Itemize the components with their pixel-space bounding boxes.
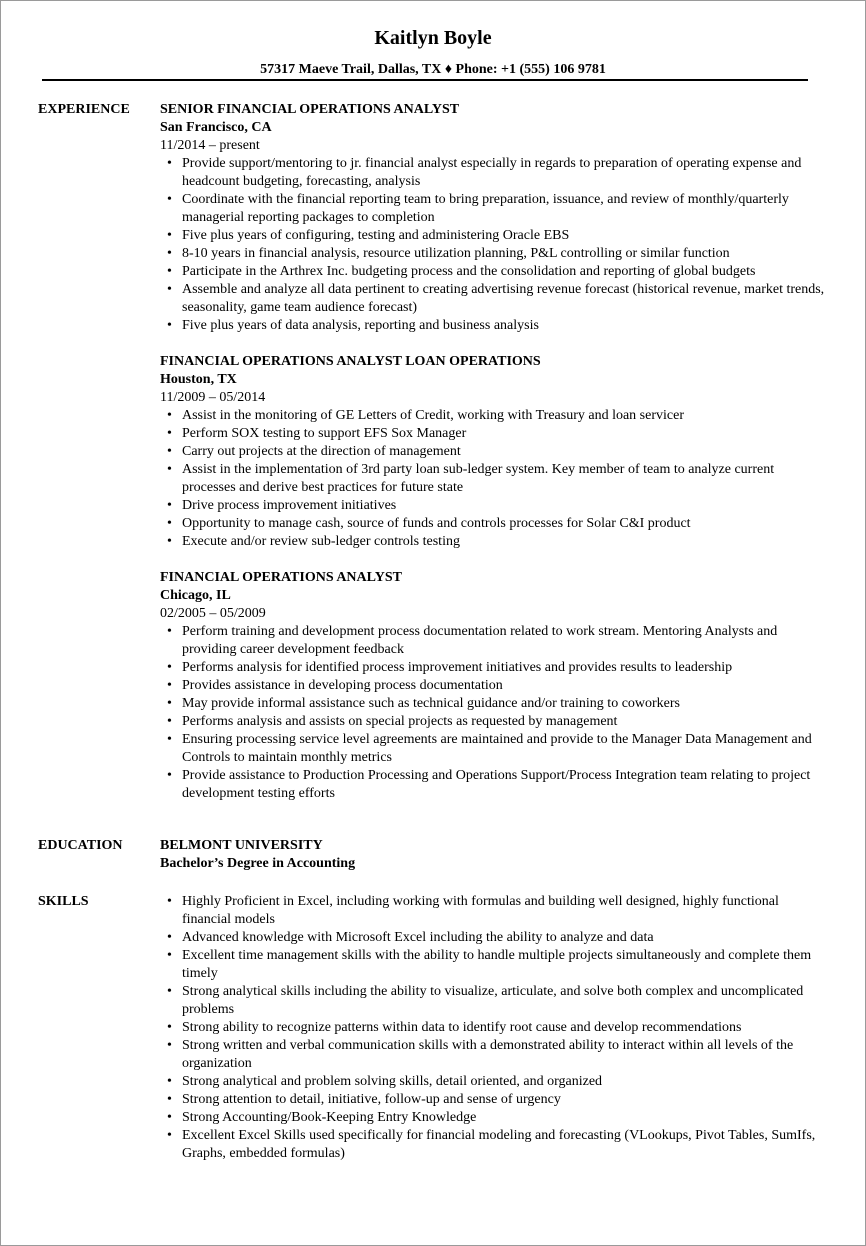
school-name: BELMONT UNIVERSITY — [160, 838, 323, 853]
job-bullets — [160, 155, 826, 335]
skills-label: SKILLS — [38, 894, 89, 909]
list-item: • Excellent Excel Skills used specifically for financial modeling and forecasting (VLookups, Pivot Tables, SumIfs, Graphs, embedded formulas) — [160, 1127, 826, 1163]
job-bullets — [160, 623, 826, 803]
list-item: • Execute and/or review sub-ledger controls testing — [160, 533, 826, 551]
list-item: • Strong Accounting/Book-Keeping Entry Knowledge — [160, 1109, 826, 1127]
job-entry — [160, 569, 826, 803]
list-item: • Performs analysis and assists on special projects as requested by management — [160, 713, 826, 731]
list-item: • Strong attention to detail, initiative, follow-up and sense of urgency — [160, 1091, 826, 1109]
job-title: FINANCIAL OPERATIONS ANALYST — [160, 570, 402, 585]
list-item: • Ensuring processing service level agreements are maintained and provide to the Manager Data Management and Controls to maintain monthly metrics — [160, 731, 826, 767]
job-dates: 11/2014 – present — [160, 138, 260, 153]
list-item: • Performs analysis for identified process improvement initiatives and provides results to leadership — [160, 659, 826, 677]
header-divider — [42, 79, 808, 81]
job-entry — [160, 101, 826, 335]
list-item: • Assist in the implementation of 3rd party loan sub-ledger system. Key member of team to analyze current processes and derive best practices for future state — [160, 461, 826, 497]
job-bullets — [160, 407, 826, 551]
candidate-name: Kaitlyn Boyle — [374, 27, 492, 49]
list-item: • Provide support/mentoring to jr. financial analyst especially in regards to preparation of operating expense and headcount budgeting, forecasting, analysis — [160, 155, 826, 191]
list-item: • Opportunity to manage cash, source of funds and controls processes for Solar C&I product — [160, 515, 826, 533]
education-section — [38, 837, 826, 873]
job-location: Houston, TX — [160, 372, 237, 387]
list-item: • Assemble and analyze all data pertinent to creating advertising revenue forecast (historical revenue, market trends, seasonality, game team audience forecast) — [160, 281, 826, 317]
list-item: • Provides assistance in developing process documentation — [160, 677, 826, 695]
list-item: • Assist in the monitoring of GE Letters of Credit, working with Treasury and loan servicer — [160, 407, 826, 425]
skills-list — [160, 893, 826, 1163]
list-item: • Highly Proficient in Excel, including working with formulas and building well designed, highly functional financial models — [160, 893, 826, 929]
list-item: • Drive process improvement initiatives — [160, 497, 826, 515]
list-item: • May provide informal assistance such as technical guidance and/or training to coworkers — [160, 695, 826, 713]
list-item: • Strong analytical skills including the ability to visualize, articulate, and solve both complex and uncomplicated problems — [160, 983, 826, 1019]
list-item: • Coordinate with the financial reporting team to bring preparation, issuance, and review of monthly/quarterly managerial reporting packages to completion — [160, 191, 826, 227]
list-item: • Strong analytical and problem solving skills, detail oriented, and organized — [160, 1073, 826, 1091]
list-item: • Provide assistance to Production Processing and Operations Support/Process Integration team relating to project development testing efforts — [160, 767, 826, 803]
job-dates: 11/2009 – 05/2014 — [160, 390, 266, 405]
list-item: • Strong ability to recognize patterns within data to identify root cause and develop recommendations — [160, 1019, 826, 1037]
list-item: • Five plus years of data analysis, reporting and business analysis — [160, 317, 826, 335]
list-item: • 8-10 years in financial analysis, resource utilization planning, P&L controlling or similar function — [160, 245, 826, 263]
list-item: • Carry out projects at the direction of management — [160, 443, 826, 461]
list-item: • Advanced knowledge with Microsoft Excel including the ability to analyze and data — [160, 929, 826, 947]
list-item: • Excellent time management skills with the ability to handle multiple projects simultaneously and complete them timely — [160, 947, 826, 983]
job-title: SENIOR FINANCIAL OPERATIONS ANALYST — [160, 102, 460, 117]
experience-label: EXPERIENCE — [38, 102, 130, 117]
list-item: • Perform training and development process documentation related to work stream. Mentoring Analysts and providing career development feedback — [160, 623, 826, 659]
list-item: • Five plus years of configuring, testing and administering Oracle EBS — [160, 227, 826, 245]
list-item: • Perform SOX testing to support EFS Sox Manager — [160, 425, 826, 443]
education-label: EDUCATION — [38, 838, 123, 853]
experience-section — [38, 101, 826, 821]
job-entry — [160, 353, 826, 551]
list-item: • Participate in the Arthrex Inc. budgeting process and the consolidation and reporting of global budgets — [160, 263, 826, 281]
job-location: Chicago, IL — [160, 588, 231, 603]
job-dates: 02/2005 – 05/2009 — [160, 606, 266, 621]
contact-line: 57317 Maeve Trail, Dallas, TX ♦ Phone: +1 (555) 106 9781 — [260, 62, 606, 77]
job-title: FINANCIAL OPERATIONS ANALYST LOAN OPERATIONS — [160, 354, 541, 369]
skills-section — [38, 893, 826, 1163]
list-item: • Strong written and verbal communication skills with a demonstrated ability to interact within all levels of the organization — [160, 1037, 826, 1073]
job-location: San Francisco, CA — [160, 120, 272, 135]
degree: Bachelor’s Degree in Accounting — [160, 856, 356, 871]
